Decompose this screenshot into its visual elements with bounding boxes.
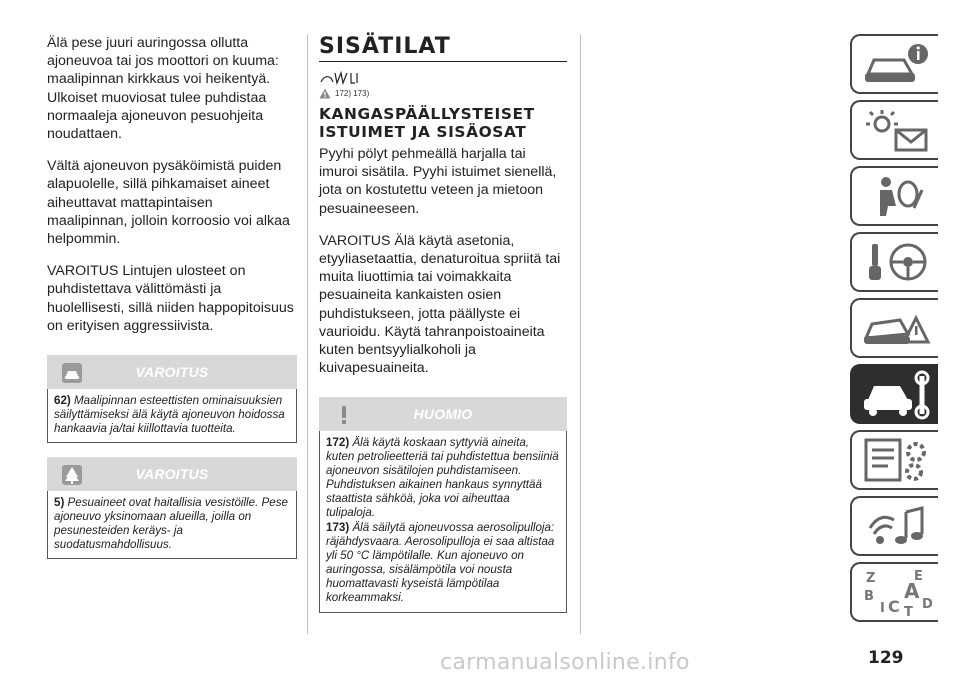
- subtitle-line: ISTUIMET JA SISÄOSAT: [319, 123, 527, 141]
- airbag-icon: [860, 172, 936, 222]
- warning-triangle-icon: [319, 88, 331, 99]
- subtitle-line: KANGASPÄÄLLYSTEISET: [319, 105, 535, 123]
- notice-item: [326, 521, 560, 605]
- index-letter: C: [888, 597, 900, 616]
- tab-emergency[interactable]: [850, 298, 938, 358]
- notice-ref-number: 172): [326, 436, 350, 450]
- warning-box-paint: [47, 355, 297, 443]
- notice-title: HUOMIO: [413, 406, 473, 423]
- page-number: 129: [868, 648, 904, 668]
- notice-header: [319, 397, 567, 431]
- exclamation-icon: [333, 404, 355, 426]
- reference-numbers: 172) 173): [335, 89, 370, 98]
- tab-warning-lights[interactable]: [850, 100, 938, 160]
- warning-title: VAROITUS: [135, 466, 209, 483]
- warning-body: [47, 389, 297, 443]
- column-divider: [580, 34, 581, 634]
- middle-column: [319, 34, 567, 613]
- warning-header: [47, 457, 297, 491]
- left-column: [47, 34, 297, 559]
- warning-header: [47, 355, 297, 389]
- warning-title: VAROITUS: [135, 364, 209, 381]
- column-divider: [307, 34, 308, 634]
- breakdown-icon: [860, 304, 936, 354]
- index-letter: I: [880, 601, 885, 616]
- subtitle: [319, 105, 567, 141]
- tab-multimedia[interactable]: [850, 496, 938, 556]
- paragraph-solvent-warning: VAROITUS Älä käytä asetonia, etyyliasetaattia, denaturoitua spriitä tai muita liuottimia tai voimakkaita pesuaineita kankaisten osien puhdistukseen, jotta päällyste ei vaurioidu. Käytä tahranpoistoaineita kuten bentsyylialkoholi ja kuivapesuaineita.: [319, 232, 561, 377]
- notice-body: [319, 431, 567, 613]
- notice-box: [319, 397, 567, 613]
- index-letter: Z: [866, 571, 876, 586]
- section-title: SISÄTILAT: [319, 34, 567, 62]
- car-info-icon: [860, 40, 936, 90]
- notice-text: Älä säilytä ajoneuvossa aerosolipulloja: räjähdysvaara. Aerosolipulloja ei saa altistaa yli 50 °C lämpötilalle. Kun ajoneuvo on auringossa, sisälämpötila voi nousta huomattavasti kyseistä lämpötilaa korkeammaksi.: [326, 521, 555, 605]
- paragraph-sun-washing: Älä pese juuri auringossa ollutta ajoneuvoa tai jos moottori on kuuma: maalipinnan kirkkaus voi heikentyä. Ulkoiset muoviosat tulee puhdistaa normaaleja ajoneuvon pesuohjeita noudattaen.: [47, 35, 279, 143]
- index-letter: E: [914, 569, 923, 584]
- ref-icons: [319, 70, 369, 99]
- notice-text: Älä käytä koskaan syttyviä aineita, kuten petrolieetteriä tai puhdistettua bensiiniä ajoneuvon sisätilojen puhdistamiseen. Puhdistuksen aikainen hankaus synnyttää staattista sähköä, joka voi aiheuttaa tulipaloja.: [326, 436, 559, 520]
- warning-ref-number: 62): [54, 394, 71, 408]
- tree-environment-icon: [61, 464, 83, 486]
- tab-starting-driving[interactable]: [850, 232, 938, 292]
- paragraph-parking-trees: Vältä ajoneuvon pysäköimistä puiden alapuolelle, sillä pihkamaiset aineet aiheuttavat mattapintaisen maalipinnan, jolloin korroosio voi alkaa helpommin.: [47, 158, 290, 248]
- warning-ref-number: 5): [54, 496, 65, 510]
- tab-car-info[interactable]: [850, 34, 938, 94]
- hand-wash-icon: [319, 70, 363, 86]
- warning-box-environment: [47, 457, 297, 559]
- chapter-tabs: [850, 34, 940, 628]
- tab-safety[interactable]: [850, 166, 938, 226]
- warning-lights-icon: [860, 106, 936, 156]
- car-scratch-warning-icon: [61, 362, 83, 384]
- warning-text: Pesuaineet ovat haitallisia vesistöille. Pese ajoneuvo yksinomaan alueilla, joilla on pesunesteiden keräys- ja suodatusmahdollisuus.: [54, 496, 288, 552]
- index-letter: B: [864, 589, 874, 604]
- warning-text: Maalipinnan esteettisten ominaisuuksien säilyttämiseksi älä käytä ajoneuvon hoidossa hankaavia ja/tai kiillottavia tuotteita.: [54, 394, 285, 436]
- key-steering-icon: [860, 238, 936, 288]
- specs-gears-icon: [860, 436, 936, 486]
- multimedia-icon: [860, 502, 936, 552]
- paragraph-bird-droppings: VAROITUS Lintujen ulosteet on puhdistettava välittömästi ja huolellisesti, sillä niiden happopitoisuus on erityisen aggressiivista.: [47, 263, 294, 334]
- tab-index[interactable]: [850, 562, 938, 622]
- tab-technical-data[interactable]: [850, 430, 938, 490]
- index-letters-icon: [860, 568, 936, 618]
- car-wrench-icon: [860, 370, 936, 420]
- notice-item: [326, 436, 560, 520]
- index-letter: A: [904, 579, 920, 603]
- reference-row: [319, 70, 567, 99]
- tab-maintenance[interactable]: [850, 364, 938, 424]
- index-letter: D: [922, 597, 933, 612]
- notice-ref-number: 173): [326, 521, 350, 535]
- paragraph-fabric-cleaning: Pyyhi pölyt pehmeällä harjalla tai imuroi sisätila. Pyyhi istuimet sienellä, jota on kostutettu veteen ja mietoon pesuaineeseen.: [319, 146, 557, 217]
- watermark: carmanualsonline.info: [440, 650, 690, 675]
- index-letter: T: [904, 605, 913, 618]
- warning-body: [47, 491, 297, 559]
